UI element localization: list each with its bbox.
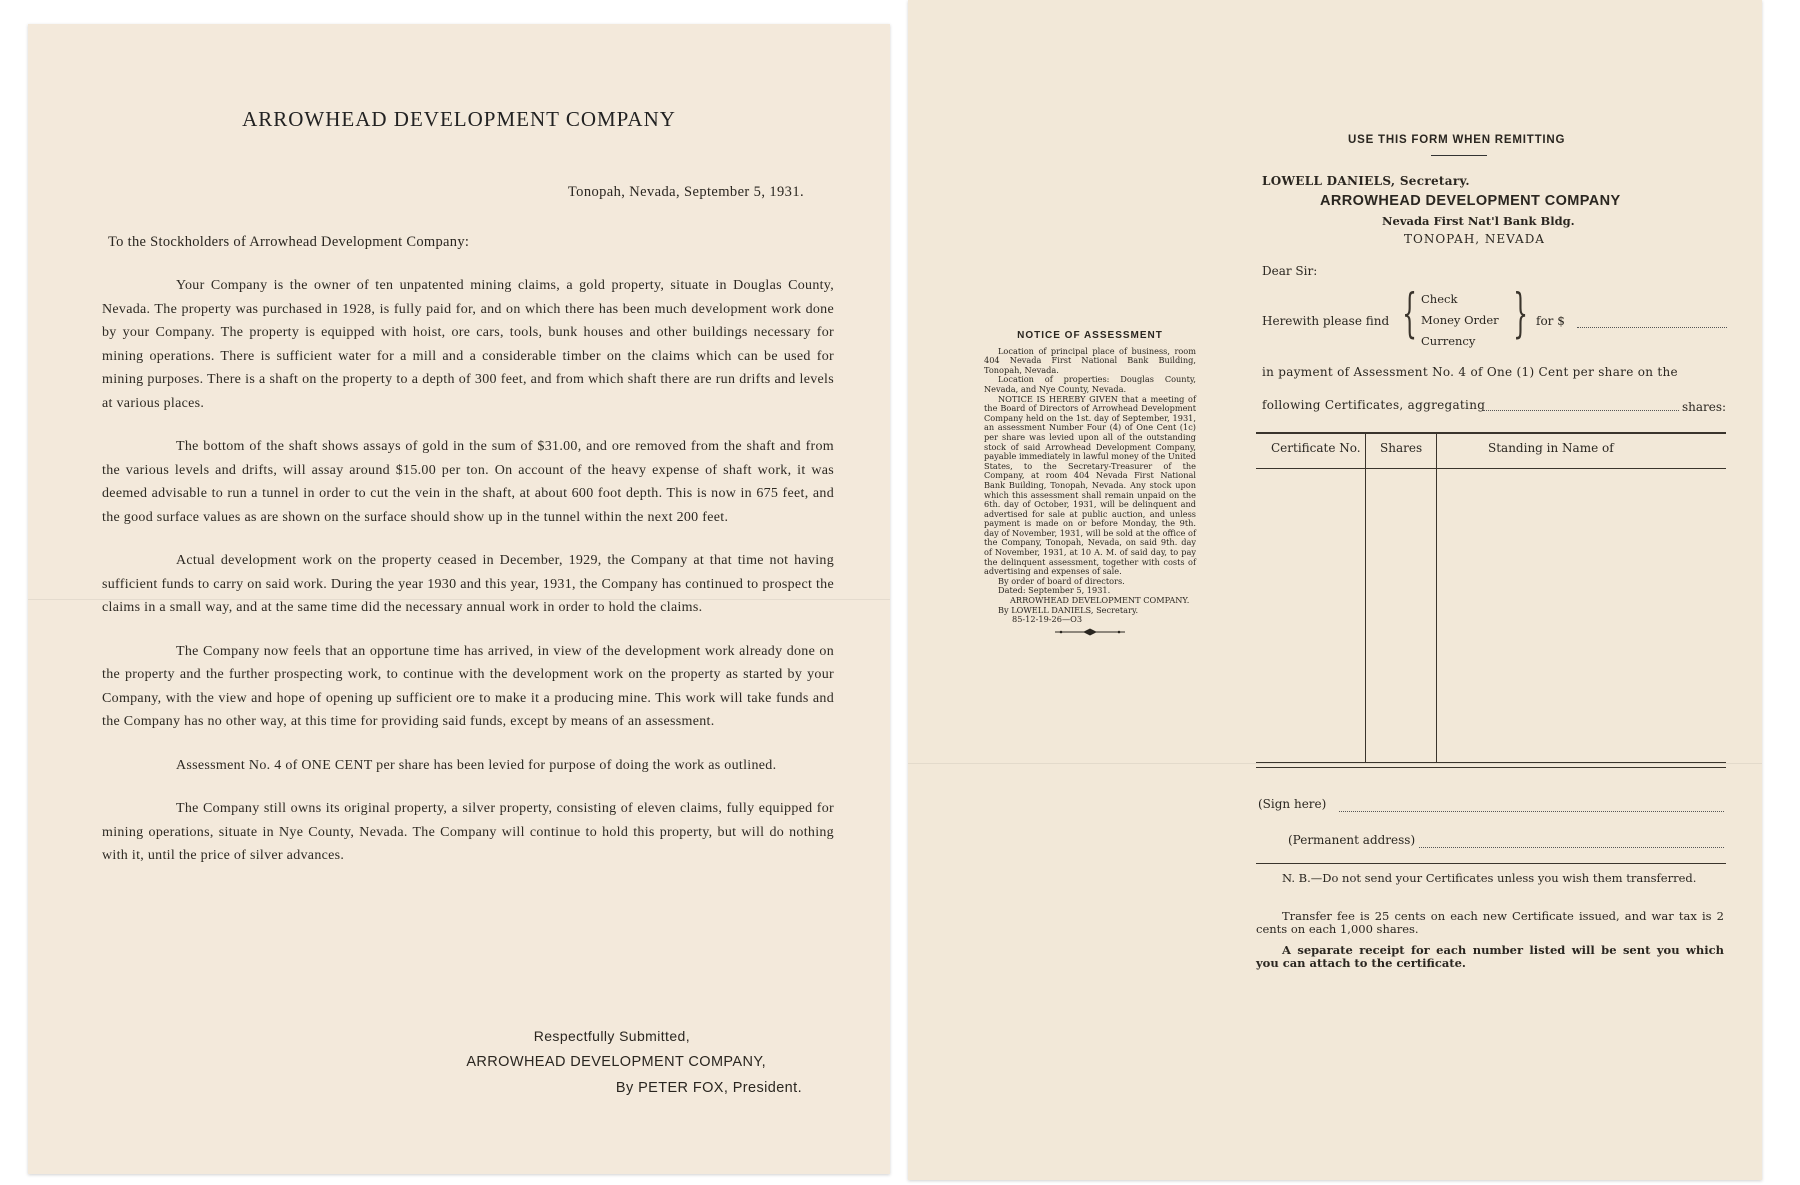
letter-paragraph: The bottom of the shaft shows assays of gold in the sum of $31.00, and ore removed from the shaft and from the various levels and drifts, will assay around $15.00 per ton. On account of the heavy expense of shaft work, it was deemed advisable to run a tunnel in order to cut the vein in the shaft, at about 600 foot depth. This is now in 675 feet, and the good surface values as are shown on the surface should show up in the tunnel within the next 200 feet. xyxy=(102,439,834,525)
notice-title: NOTICE OF ASSESSMENT xyxy=(1017,330,1163,341)
letter-dateline: Tonopah, Nevada, September 5, 1931. xyxy=(567,184,804,200)
note-receipt: A separate receipt for each number listed will be sent you which you can attach to the certificate. xyxy=(1256,943,1724,970)
addressee-city: TONOPAH, NEVADA xyxy=(1404,232,1545,246)
ornament-rule-icon xyxy=(1053,628,1127,636)
remittance-form-sheet xyxy=(908,0,1762,1180)
letter-sheet xyxy=(28,24,890,1174)
payment-option-check: Check xyxy=(1421,292,1458,306)
signature-field[interactable] xyxy=(1339,811,1724,812)
table-bottom-rule xyxy=(1256,762,1726,763)
right-brace-icon: } xyxy=(1513,284,1528,344)
amount-field[interactable] xyxy=(1577,327,1727,328)
letter-salutation: To the Stockholders of Arrowhead Development Company: xyxy=(108,234,470,250)
addressee-company: ARROWHEAD DEVELOPMENT COMPANY xyxy=(1320,193,1621,209)
letter-paragraph: Your Company is the owner of ten unpatented mining claims, a gold property, situate in Douglas County, Nevada. The property was purchased in 1928, is fully paid for, and on which there has been much development work done by your Company. The property is equipped with hoist, ore cars, tools, bunk houses and other buildings necessary for mining operations. There is sufficient water for a mill and a considerable timber on the claims which can be used for mining purposes. There is a shaft on the property to a depth of 300 feet, and from which shaft there are run drifts and levels at various places. xyxy=(102,278,834,411)
column-header-certificate: Certificate No. xyxy=(1271,441,1361,455)
form-header: USE THIS FORM WHEN REMITTING xyxy=(1348,134,1566,146)
notice-paragraph: NOTICE IS HEREBY GIVEN that a meeting of the Board of Directors of Arrowhead Development Company held on the 1st. day of September, 1931, an assessment Number Four (4) of One Cent (1c) per share was levied upon all of the outstanding stock of said Arrowhead Development Company, payable immediately in lawful money of the United States, to the Secretary-Treasurer of the Company, at room 404 Nevada First National Bank Building, Tonopah, Nevada. Any stock upon which this assessment shall remain unpaid on the 6th. day of October, 1931, will be delinquent and advertised for sale at public auction, and unless payment is made on or before Monday, the 9th. day of November, 1931, will be sold at the office of the Company, Tonopah, Nevada, on said 9th. day of November, 1931, at 10 A. M. of said day, to pay the delinquent assessment, together with costs of advertising and expenses of sale. xyxy=(984,393,1196,577)
table-top-rule xyxy=(1256,432,1726,434)
payment-option-currency: Currency xyxy=(1421,334,1476,348)
notice-dated: Dated: September 5, 1931. xyxy=(998,585,1111,596)
letter-paragraph: Assessment No. 4 of ONE CENT per share has been levied for purpose of doing the work as outlined. xyxy=(176,757,777,773)
addressee-building: Nevada First Nat'l Bank Bldg. xyxy=(1382,214,1575,228)
following-line: following Certificates, aggregating xyxy=(1262,398,1486,412)
notice-paragraph: Location of properties: Douglas County, Nevada, and Nye County, Nevada. xyxy=(984,374,1196,394)
letter-paragraph: The Company still owns its original property, a silver property, consisting of eleven claims, fully equipped for mining operations, situate in Nye County, Nevada. The Company will continue to hold this property, but will do nothing with it, until the price of silver advances. xyxy=(102,801,834,863)
column-header-shares: Shares xyxy=(1380,441,1423,455)
greeting: Dear Sir: xyxy=(1262,264,1318,278)
certificate-entry-area[interactable] xyxy=(1256,469,1726,761)
addressee-secretary: LOWELL DANIELS, Secretary. xyxy=(1262,174,1470,188)
payment-line: in payment of Assessment No. 4 of One (1) Cent per share on the xyxy=(1262,365,1678,379)
column-header-name: Standing in Name of xyxy=(1488,441,1614,455)
letter-closing: Respectfully Submitted, xyxy=(533,1028,690,1044)
payment-option-money-order: Money Order xyxy=(1421,313,1499,327)
header-rule xyxy=(1431,155,1487,156)
notice-of-assessment xyxy=(984,331,1196,636)
fold-line xyxy=(908,763,1762,764)
note-certificates: N. B.—Do not send your Certificates unless you wish them transferred. xyxy=(1282,871,1697,885)
notes-rule xyxy=(1256,863,1726,864)
note-transfer-fee: Transfer fee is 25 cents on each new Certificate issued, and war tax is 2 cents on each 1,000 shares. xyxy=(1256,909,1724,936)
letter-body xyxy=(102,274,834,888)
letter-paragraph: Actual development work on the property ceased in December, 1929, the Company at that time not having sufficient funds to carry on said work. During the year 1930 and this year, 1931, the Company has continued to prospect the claims in a small way, and at the same time did the necessary annual work in order to hold the claims. xyxy=(102,553,834,615)
notice-paragraph: Location of principal place of business, room 404 Nevada First National Bank Building, Tonopah, Nevada. xyxy=(984,345,1196,375)
letter-title: ARROWHEAD DEVELOPMENT COMPANY xyxy=(242,107,676,131)
aggregate-shares-field[interactable] xyxy=(1483,410,1679,411)
notice-paragraph: By order of board of directors. xyxy=(998,575,1125,586)
herewith-label: Herewith please find xyxy=(1262,314,1390,328)
letter-paragraph: The Company now feels that an opportune time has arrived, in view of the development work already done on the property and the further prospecting work, to continue with the development work on the property as started by your Company, with the view and hope of opening up sufficient ore to make it a producing mine. This work will take funds and the Company has no other way, at this time for providing said funds, except by means of an assessment. xyxy=(102,643,834,729)
left-brace-icon: { xyxy=(1402,284,1417,344)
notice-by: By LOWELL DANIELS, Secretary. xyxy=(998,604,1139,615)
table-bottom-rule xyxy=(1256,767,1726,768)
permanent-address-label: (Permanent address) xyxy=(1288,833,1416,847)
letter-signature-by: By PETER FOX, President. xyxy=(615,1080,802,1096)
sign-here-label: (Sign here) xyxy=(1258,797,1327,811)
permanent-address-field[interactable] xyxy=(1419,847,1724,848)
shares-label: shares: xyxy=(1682,400,1727,414)
letter-signature-company: ARROWHEAD DEVELOPMENT COMPANY, xyxy=(466,1054,766,1070)
amount-label: for $ xyxy=(1536,314,1565,328)
notice-code: 85-12-19-26—O3 xyxy=(1012,614,1083,625)
notice-company: ARROWHEAD DEVELOPMENT COMPANY. xyxy=(1010,595,1190,606)
